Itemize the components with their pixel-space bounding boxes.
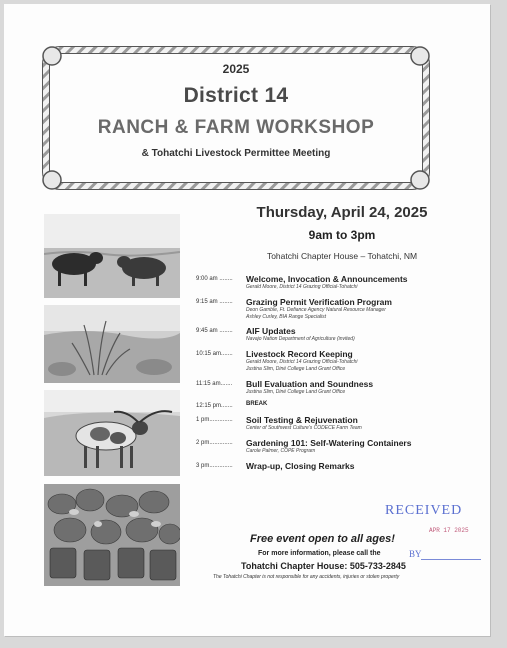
longhorn-photo xyxy=(44,390,180,476)
header-block xyxy=(48,62,424,159)
agenda-title: Welcome, Invocation & Announcements xyxy=(246,274,408,284)
agenda-time: 12:15 pm....... xyxy=(196,403,233,410)
agenda-list xyxy=(196,274,482,471)
received-stamp xyxy=(385,503,489,573)
received-stamp-by: BY xyxy=(409,549,422,559)
agenda-time: 10:15 am....... xyxy=(196,351,233,357)
agenda-speaker: Gerald Moore, District 14 Grazing Official-Tohatchi xyxy=(246,359,358,365)
grass-photo xyxy=(44,305,180,383)
agenda-speaker: Carole Palmer, COPE Program xyxy=(246,448,316,454)
agenda-item xyxy=(196,379,482,396)
agenda-title: Soil Testing & Rejuvenation xyxy=(246,415,358,426)
agenda-speaker: Navajo Nation Department of Agriculture (invited) xyxy=(246,336,355,343)
agenda-speaker: Ashley Curley, BIA Range Specialist xyxy=(246,313,327,320)
district-title: District 14 xyxy=(183,84,289,107)
received-stamp-date: APR 17 2025 xyxy=(429,527,469,534)
more-info-text: For more information, please call the xyxy=(258,550,381,557)
agenda-item xyxy=(196,461,482,471)
agenda-item xyxy=(196,415,482,432)
agenda-time: 1 pm.............. xyxy=(196,417,233,424)
agenda-item xyxy=(196,349,482,373)
agenda-item xyxy=(196,438,482,455)
agenda-speaker: Center of Southwest Culture's CODECE Farm Team xyxy=(246,425,362,432)
agenda-title: Livestock Record Keeping xyxy=(246,349,353,359)
agenda-speaker: Justina Slim, Diné College Land Grant Office xyxy=(246,388,346,395)
agenda-title: Gardening 101: Self-Watering Containers xyxy=(246,438,412,448)
event-details xyxy=(196,204,482,477)
event-year: 2025 xyxy=(222,62,250,76)
received-stamp-word: RECEIVED xyxy=(385,503,463,518)
agenda-title: Wrap-up, Closing Remarks xyxy=(246,460,355,471)
agenda-time: 9:00 am ........ xyxy=(196,276,233,282)
agenda-title: Bull Evaluation and Soundness xyxy=(246,378,374,389)
plants-photo xyxy=(44,484,180,586)
agenda-item xyxy=(196,401,482,409)
agenda-speaker: Deon Gamble, Ft. Defiance Agency Natural Resource Manager xyxy=(246,306,386,313)
cattle-photo xyxy=(44,214,180,298)
agenda-speaker: Justina Slim, Diné College Land Grant Office xyxy=(246,365,346,372)
free-event-text: Free event open to all ages! xyxy=(250,533,395,545)
agenda-time: 9:15 am ........ xyxy=(196,298,233,305)
event-date: Thursday, April 24, 2025 xyxy=(256,204,428,221)
agenda-item xyxy=(196,326,482,343)
agenda-title: Grazing Permit Verification Program xyxy=(246,296,392,307)
workshop-title: RANCH & FARM WORKSHOP xyxy=(97,117,375,138)
agenda-time: 3 pm.............. xyxy=(196,462,233,469)
agenda-time: 9:45 am ........ xyxy=(196,328,233,335)
agenda-title: AIF Updates xyxy=(246,326,296,337)
event-location: Tohatchi Chapter House – Tohatchi, NM xyxy=(266,251,418,261)
agenda-item xyxy=(196,297,482,321)
agenda-speaker: Gerald Moore, District 14 Grazing Official-Tohatchi xyxy=(246,284,358,290)
event-time: 9am to 3pm xyxy=(308,228,376,242)
phone-number: Tohatchi Chapter House: 505-733-2845 xyxy=(241,561,406,571)
received-stamp-line xyxy=(421,559,481,560)
agenda-time: 2 pm.............. xyxy=(196,440,233,446)
agenda-time: 11:15 am....... xyxy=(196,380,233,387)
workshop-subtitle: & Tohatchi Livestock Permittee Meeting xyxy=(141,148,331,159)
agenda-title: BREAK xyxy=(246,401,268,408)
disclaimer-text: The Tohatchi Chapter is not responsible for any accidents, injuries or stolen property xyxy=(213,574,400,580)
agenda-item xyxy=(196,274,482,291)
